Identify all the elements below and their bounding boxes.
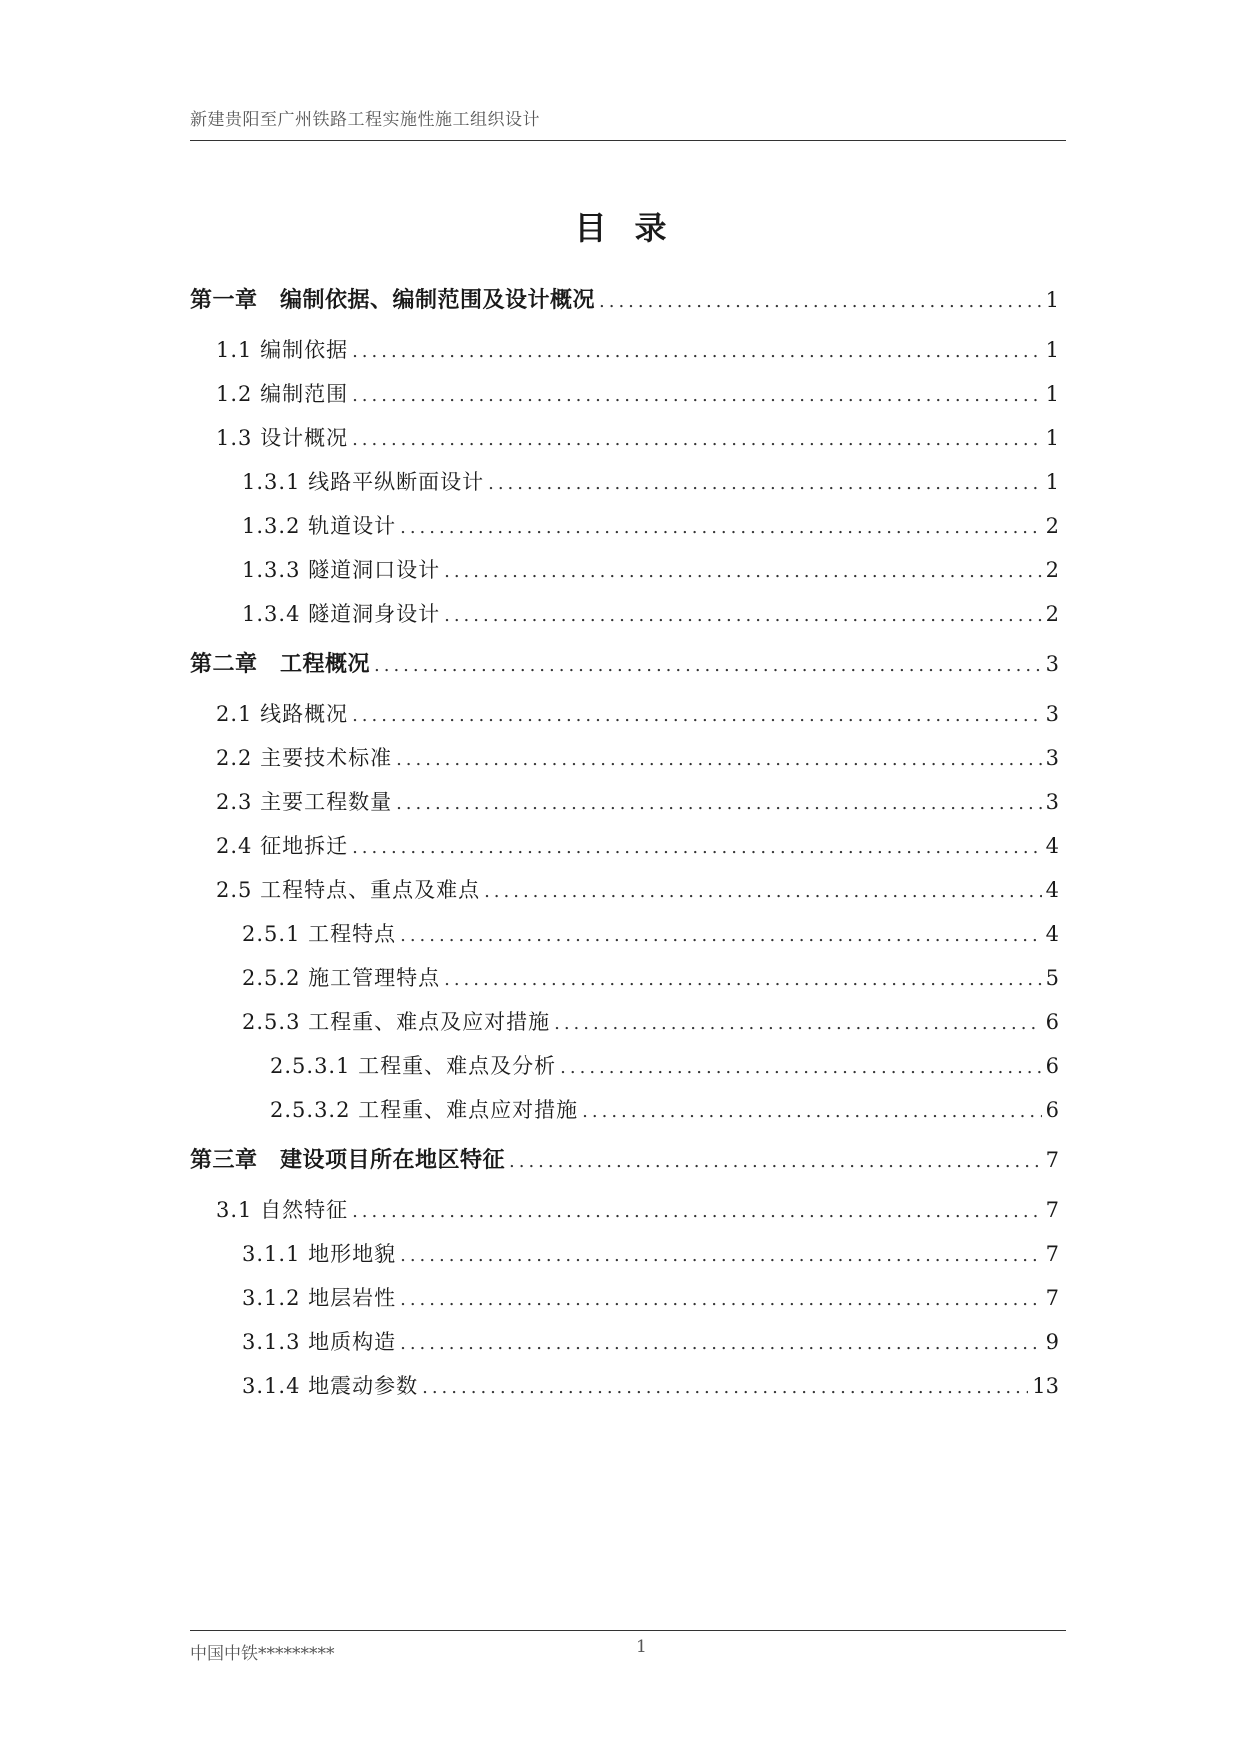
toc-dot-leader bbox=[352, 700, 1042, 732]
toc-entry[interactable] bbox=[242, 598, 1059, 630]
toc-entry-label: 2.5.3 工程重、难点及应对措施 bbox=[242, 1010, 551, 1034]
toc-entry-page: 6 bbox=[1045, 1010, 1059, 1034]
toc-entry[interactable] bbox=[270, 1050, 1059, 1082]
toc-dot-leader bbox=[352, 1196, 1042, 1228]
toc-entry-label: 2.2 主要技术标准 bbox=[216, 746, 393, 770]
page-footer bbox=[190, 1630, 1066, 1671]
toc-entry-page: 7 bbox=[1045, 1148, 1059, 1172]
toc-chapter-entry[interactable] bbox=[190, 648, 1059, 680]
toc-entry-page: 1 bbox=[1045, 288, 1059, 312]
toc-dot-leader bbox=[396, 744, 1042, 776]
toc-entry[interactable] bbox=[216, 378, 1059, 410]
toc-entry[interactable] bbox=[242, 962, 1059, 994]
toc-entry[interactable] bbox=[242, 1370, 1059, 1402]
toc-dot-leader bbox=[374, 650, 1042, 682]
toc-entry-label: 2.5.3.1 工程重、难点及分析 bbox=[270, 1054, 557, 1078]
toc-entry[interactable] bbox=[216, 786, 1059, 818]
toc-entry-page: 3 bbox=[1045, 652, 1059, 676]
toc-entry-page: 9 bbox=[1045, 1330, 1059, 1354]
toc-dot-leader bbox=[400, 1284, 1042, 1316]
toc-entry[interactable] bbox=[242, 1238, 1059, 1270]
toc-entry-label: 3.1.1 地形地貌 bbox=[242, 1242, 397, 1266]
toc-dot-leader bbox=[400, 920, 1042, 952]
page-header bbox=[190, 108, 1066, 141]
toc-dot-leader bbox=[352, 424, 1042, 456]
toc-entry-page: 4 bbox=[1045, 834, 1059, 858]
toc-entry[interactable] bbox=[216, 830, 1059, 862]
toc-entry-page: 2 bbox=[1045, 558, 1059, 582]
toc-chapter-entry[interactable] bbox=[190, 284, 1059, 316]
toc-entry-label: 第三章 建设项目所在地区特征 bbox=[190, 1148, 506, 1173]
toc-entry-page: 5 bbox=[1045, 966, 1059, 990]
toc-entry-page: 1 bbox=[1045, 338, 1059, 362]
toc-entry-page: 13 bbox=[1032, 1374, 1059, 1398]
toc-dot-leader bbox=[554, 1008, 1042, 1040]
toc-chapter-entry[interactable] bbox=[190, 1144, 1059, 1176]
footer-page-number: 1 bbox=[636, 1637, 647, 1657]
toc-entry-label: 2.3 主要工程数量 bbox=[216, 790, 393, 814]
toc-entry-label: 2.5.1 工程特点 bbox=[242, 922, 397, 946]
toc-entry-label: 1.3.2 轨道设计 bbox=[242, 514, 397, 538]
toc-dot-leader bbox=[352, 380, 1042, 412]
toc-entry[interactable] bbox=[270, 1094, 1059, 1126]
toc-entry-label: 1.2 编制范围 bbox=[216, 382, 349, 406]
toc-entry-label: 第二章 工程概况 bbox=[190, 652, 371, 677]
toc-entry-label: 1.3 设计概况 bbox=[216, 426, 349, 450]
toc-entry-label: 1.3.4 隧道洞身设计 bbox=[242, 602, 441, 626]
toc-entry[interactable] bbox=[216, 698, 1059, 730]
toc-entry-page: 1 bbox=[1045, 426, 1059, 450]
toc-entry-page: 4 bbox=[1045, 878, 1059, 902]
toc-dot-leader bbox=[352, 832, 1042, 864]
toc-entry-page: 3 bbox=[1045, 702, 1059, 726]
toc-entry-page: 3 bbox=[1045, 746, 1059, 770]
toc-entry[interactable] bbox=[242, 510, 1059, 542]
toc-entry-page: 7 bbox=[1045, 1286, 1059, 1310]
toc-entry-label: 1.3.1 线路平纵断面设计 bbox=[242, 470, 485, 494]
toc-entry-label: 2.1 线路概况 bbox=[216, 702, 349, 726]
toc-entry-page: 1 bbox=[1045, 470, 1059, 494]
toc-dot-leader bbox=[422, 1372, 1028, 1404]
toc-entry[interactable] bbox=[216, 742, 1059, 774]
toc-entry-page: 6 bbox=[1045, 1098, 1059, 1122]
toc-dot-leader bbox=[400, 1328, 1042, 1360]
toc-entry-label: 3.1.3 地质构造 bbox=[242, 1330, 397, 1354]
toc-entry-label: 3.1 自然特征 bbox=[216, 1198, 349, 1222]
toc-entry-label: 1.3.3 隧道洞口设计 bbox=[242, 558, 441, 582]
toc-entry[interactable] bbox=[242, 1006, 1059, 1038]
toc-entry[interactable] bbox=[216, 334, 1059, 366]
toc-entry[interactable] bbox=[242, 1326, 1059, 1358]
toc-entry[interactable] bbox=[242, 918, 1059, 950]
toc-entry-label: 1.1 编制依据 bbox=[216, 338, 349, 362]
toc-entry-page: 4 bbox=[1045, 922, 1059, 946]
toc-entry-page: 2 bbox=[1045, 602, 1059, 626]
toc-dot-leader bbox=[560, 1052, 1041, 1084]
toc-entry-page: 7 bbox=[1045, 1242, 1059, 1266]
toc-entry[interactable] bbox=[216, 1194, 1059, 1226]
header-title: 新建贵阳至广州铁路工程实施性施工组织设计 bbox=[190, 110, 540, 130]
toc-dot-leader bbox=[599, 286, 1042, 318]
page-title: 目录 bbox=[574, 209, 695, 247]
toc-dot-leader bbox=[444, 556, 1042, 588]
toc-entry-label: 第一章 编制依据、编制范围及设计概况 bbox=[190, 288, 596, 313]
toc-entry-label: 2.5.3.2 工程重、难点应对措施 bbox=[270, 1098, 579, 1122]
toc-entry-label: 2.4 征地拆迁 bbox=[216, 834, 349, 858]
toc-entry[interactable] bbox=[242, 1282, 1059, 1314]
toc-dot-leader bbox=[582, 1096, 1041, 1128]
toc-entry-page: 3 bbox=[1045, 790, 1059, 814]
toc-dot-leader bbox=[509, 1146, 1042, 1178]
toc-entry-label: 2.5.2 施工管理特点 bbox=[242, 966, 441, 990]
toc-entry[interactable] bbox=[216, 422, 1059, 454]
toc-entry-page: 1 bbox=[1045, 382, 1059, 406]
toc-dot-leader bbox=[488, 468, 1042, 500]
toc-dot-leader bbox=[352, 336, 1042, 368]
toc-entry[interactable] bbox=[216, 874, 1059, 906]
toc-dot-leader bbox=[444, 964, 1042, 996]
toc-entry-label: 2.5 工程特点、重点及难点 bbox=[216, 878, 481, 902]
toc-entry-page: 7 bbox=[1045, 1198, 1059, 1222]
toc-dot-leader bbox=[484, 876, 1042, 908]
toc-entry[interactable] bbox=[242, 554, 1059, 586]
footer-company: 中国中铁********* bbox=[190, 1644, 335, 1664]
toc-entry[interactable] bbox=[242, 466, 1059, 498]
toc-dot-leader bbox=[444, 600, 1042, 632]
toc-entry-page: 6 bbox=[1045, 1054, 1059, 1078]
toc-dot-leader bbox=[400, 1240, 1042, 1272]
toc-entry-label: 3.1.2 地层岩性 bbox=[242, 1286, 397, 1310]
toc-dot-leader bbox=[396, 788, 1042, 820]
toc-entry-page: 2 bbox=[1045, 514, 1059, 538]
toc-dot-leader bbox=[400, 512, 1042, 544]
toc-entry-label: 3.1.4 地震动参数 bbox=[242, 1374, 419, 1398]
